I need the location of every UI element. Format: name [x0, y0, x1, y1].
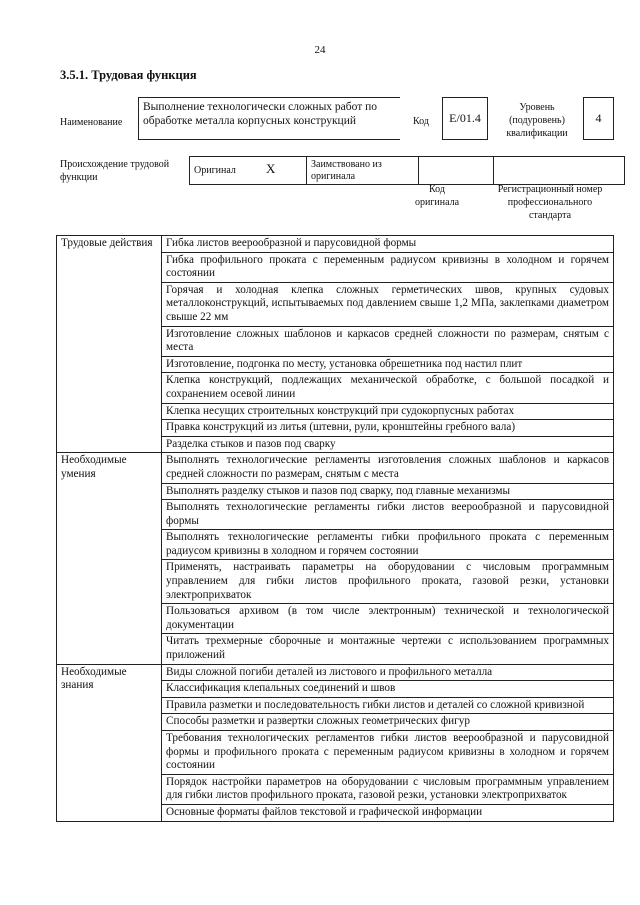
- category-cell: Необходимые умения: [57, 453, 162, 664]
- item-cell: Требования технологических регламентов гибки листов веерообразной и парусовидной формы и профильного проката с переменным радиусом кривизны в холодном и горячем состоянии: [162, 731, 614, 775]
- item-cell: Классификация клепальных соединений и швов: [162, 681, 614, 698]
- item-cell: Применять, настраивать параметры на оборудовании с числовым программным управлением для гибки листов профильного проката, газовой резки, установки электроприхваток: [162, 560, 614, 604]
- origin-original-mark: X: [266, 161, 276, 176]
- page-number: 24: [314, 44, 326, 56]
- function-name: Выполнение технологически сложных работ по обработке металла корпусных конструкций: [138, 97, 400, 140]
- item-cell: Горячая и холодная клепка сложных герметических швов, крупных судовых металлоконструкций, испытываемых под давлением свыше 1,2 МПа, заклепками диаметром свыше 22 мм: [162, 282, 614, 326]
- qualification-level-value: 4: [583, 97, 614, 140]
- section-title: 3.5.1. Трудовая функция: [60, 68, 197, 82]
- origin-table: [189, 156, 625, 185]
- item-cell: Способы разметки и развертки сложных геометрических фигур: [162, 714, 614, 731]
- origin-reg-cell: [494, 157, 625, 185]
- origin-code-cell: [419, 157, 494, 185]
- qualification-level-label: Уровень (подуровень) квалификации: [506, 102, 568, 139]
- item-cell: Правка конструкций из литья (штевни, рули, кронштейны гребного вала): [162, 420, 614, 437]
- code-label: Код: [413, 116, 429, 127]
- item-cell: Клепка несущих строительных конструкций при судокорпусных работах: [162, 403, 614, 420]
- item-cell: Выполнять технологические регламенты гибки листов веерообразной и парусовидной формы: [162, 500, 614, 530]
- item-cell: Правила разметки и последовательность гибки листов и деталей со сложной кривизной: [162, 697, 614, 714]
- item-cell: Порядок настройки параметров на оборудовании с числовым программным управлением для гибки листов профильного проката, газовой резки, установки электроприхваток: [162, 774, 614, 804]
- item-cell: Гибка профильного проката с переменным радиусом кривизны в холодном и горячем состоянии: [162, 252, 614, 282]
- category-cell: Трудовые действия: [57, 236, 162, 453]
- item-cell: Читать трехмерные сборочные и монтажные чертежи с использованием программных приложений: [162, 634, 614, 664]
- item-cell: Виды сложной погиби деталей из листового и профильного металла: [162, 664, 614, 681]
- item-cell: Изготовление, подгонка по месту, установка обрешетника под настил плит: [162, 356, 614, 373]
- origin-borrowed-cell: Заимствовано из оригинала: [307, 157, 419, 185]
- origin-label: Происхождение трудовой функции: [60, 159, 170, 183]
- origin-original-cell: [190, 157, 307, 185]
- category-cell: Необходимые знания: [57, 664, 162, 821]
- origin-code-caption: Код оригинала: [414, 184, 460, 208]
- table-row: [57, 453, 614, 483]
- item-cell: Выполнять разделку стыков и пазов под сварку, под главные механизмы: [162, 483, 614, 500]
- item-cell: Разделка стыков и пазов под сварку: [162, 436, 614, 453]
- item-cell: Клепка конструкций, подлежащих механической обработке, с большой посадкой и сохранением осевой линии: [162, 373, 614, 403]
- origin-reg-caption: Регистрационный номер профессионального стандарта: [497, 184, 603, 221]
- name-label: Наименование: [60, 117, 123, 128]
- item-cell: Основные форматы файлов текстовой и графической информации: [162, 804, 614, 821]
- item-cell: Выполнять технологические регламенты изготовления сложных шаблонов и каркасов средней сложности по размерам, снятым с места: [162, 453, 614, 483]
- function-code: Е/01.4: [442, 97, 488, 140]
- item-cell: Гибка листов веерообразной и парусовидной формы: [162, 236, 614, 253]
- item-cell: Пользоваться архивом (в том числе электронным) технической и технологической документации: [162, 604, 614, 634]
- table-row: [57, 236, 614, 253]
- item-cell: Изготовление сложных шаблонов и каркасов средней сложности по размерам, снятым с места: [162, 326, 614, 356]
- item-cell: Выполнять технологические регламенты гибки профильного проката с переменным радиусом кривизны в холодном и горячем состоянии: [162, 530, 614, 560]
- table-row: [57, 664, 614, 681]
- function-details-table: [56, 235, 614, 822]
- origin-original-label: Оригинал: [194, 164, 236, 176]
